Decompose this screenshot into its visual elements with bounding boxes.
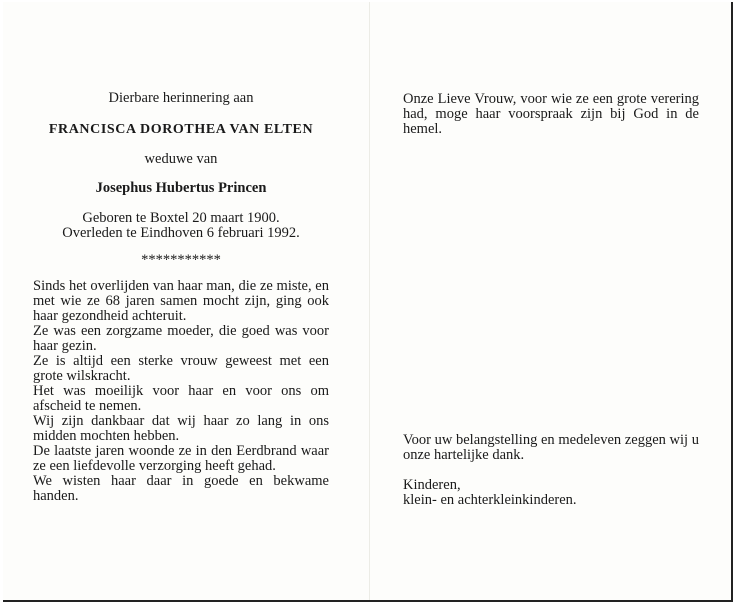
biography-text <box>33 279 329 504</box>
death-line: Overleden te Eindhoven 6 februari 1992. <box>62 225 300 241</box>
biography-paragraph: Ze was een zorgzame moeder, die goed was voor haar gezin. <box>33 323 329 354</box>
card-fold <box>369 2 370 600</box>
intro-line: Dierbare herinnering aan <box>108 90 254 106</box>
memorial-card <box>3 2 733 602</box>
prayer-text <box>403 92 699 137</box>
signoff-grandchildren: klein- en achterkleinkinderen. <box>403 492 577 508</box>
deceased-name: FRANCISCA DOROTHEA VAN ELTEN <box>48 122 314 137</box>
thanks-text <box>403 433 699 463</box>
signoff <box>403 478 699 508</box>
separator-stars: *********** <box>141 252 221 268</box>
biography-paragraph: Sinds het overlijden van haar man, die ze miste, en met wie ze 68 jaren samen mocht zijn, ging ook haar gezondheid achteruit. <box>33 278 329 324</box>
biography-paragraph: We wisten haar daar in goede en bekwame handen. <box>33 473 329 504</box>
spouse-name: Josephus Hubertus Princen <box>95 180 267 196</box>
biography-paragraph: Ze is altijd een sterke vrouw geweest met een grote wilskracht. <box>33 353 329 384</box>
biography-paragraph: Het was moeilijk voor haar en voor ons om afscheid te nemen. <box>33 383 329 414</box>
signoff-children: Kinderen, <box>403 477 461 493</box>
biography-paragraph: Wij zijn dankbaar dat wij haar zo lang in ons midden mochten hebben. <box>33 413 329 444</box>
biography-paragraph: De laatste jaren woonde ze in den Eerdbrand waar ze een liefdevolle verzorging heeft gehad. <box>33 443 329 474</box>
birth-line: Geboren te Boxtel 20 maart 1900. <box>82 210 280 226</box>
prayer-paragraph: Onze Lieve Vrouw, voor wie ze een grote verering had, moge haar voorspraak zijn bij God in de hemel. <box>403 91 699 137</box>
thanks-paragraph: Voor uw belangstelling en medeleven zeggen wij u onze hartelijke dank. <box>403 432 699 463</box>
relation-line: weduwe van <box>144 151 218 167</box>
